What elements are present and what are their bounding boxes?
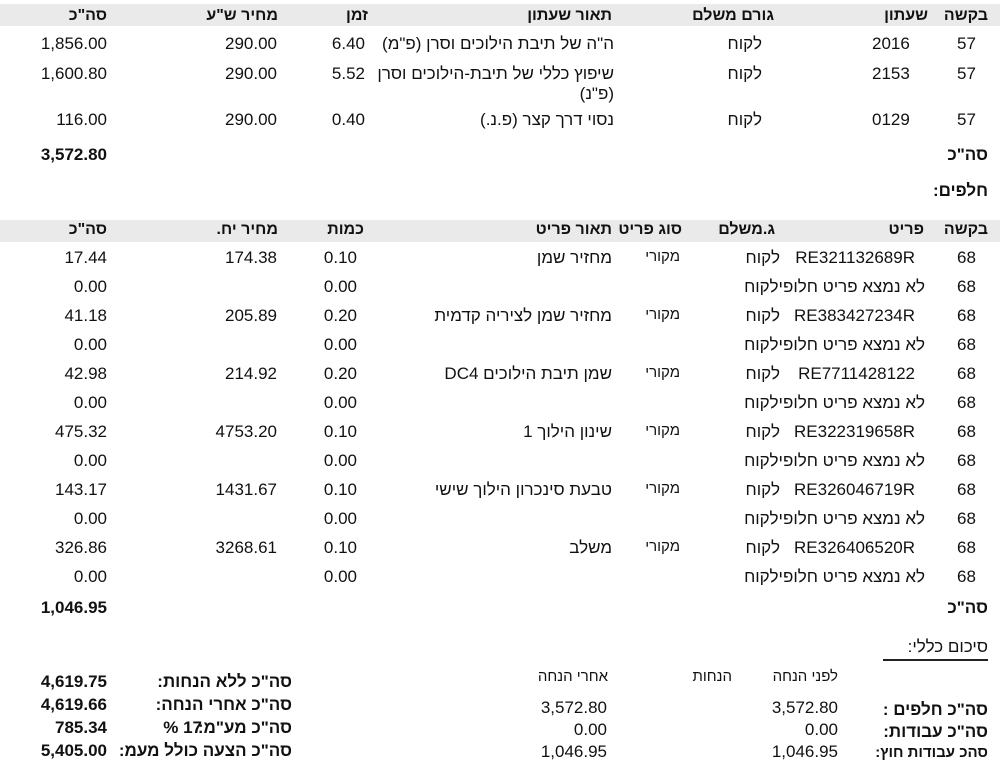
labor-desc: ה"ה של תיבת הילוכים וסרן (פ"מ): [382, 34, 614, 53]
parts-payer: לקוח: [745, 480, 780, 499]
parts-request: 68: [957, 480, 976, 499]
labor-price: 290.00: [225, 34, 277, 53]
parts-part: RE383427234R: [794, 306, 915, 325]
parts-header-unit-price: מחיר יח.: [216, 221, 278, 238]
labor-timesheet: 2016: [872, 34, 910, 53]
parts-request: 68: [957, 538, 976, 557]
labor-timesheet: 2153: [872, 64, 910, 83]
parts-qty: 0.10: [323, 538, 357, 557]
parts-header-part: פריט: [888, 221, 924, 238]
labor-request: 57: [957, 34, 976, 53]
parts-qty: 0.20: [323, 364, 357, 383]
parts-request: 68: [957, 422, 976, 441]
parts-unit-price: 205.89: [225, 306, 277, 325]
labor-price: 290.00: [225, 64, 277, 83]
parts-part: RE322319658R: [794, 422, 915, 441]
parts-payer: לקוח: [745, 248, 780, 267]
parts-payer: לקוח: [745, 538, 780, 557]
parts-type: מקורי: [645, 422, 680, 439]
parts-type: מקורי: [645, 480, 680, 497]
summary-after: 3,572.80: [540, 698, 607, 717]
parts-note: לא נמצא פריט חלופילקוח: [744, 451, 925, 470]
parts-total: 143.17: [55, 480, 107, 499]
parts-total: 0.00: [73, 277, 107, 296]
labor-desc-cont: (פ"נ): [579, 84, 614, 103]
parts-request: 68: [957, 567, 976, 586]
parts-total: 42.98: [64, 364, 107, 383]
labor-desc: שיפוץ כללי של תיבת-הילוכים וסרן: [377, 64, 614, 83]
parts-desc: מחזיר שמן לציריה קדמית: [434, 306, 612, 325]
grand-label: סה"כ אחרי הנחה:: [155, 695, 292, 714]
labor-desc: נסוי דרך קצר (פ.נ.): [480, 110, 614, 129]
parts-request: 68: [957, 509, 976, 528]
grand-value: 785.34: [55, 718, 107, 737]
parts-note: לא נמצא פריט חלופילקוח: [744, 393, 925, 412]
grand-label: סה"כ מע"מ:: [197, 718, 292, 737]
parts-total: 475.32: [55, 422, 107, 441]
parts-qty: 0.10: [323, 480, 357, 499]
labor-request: 57: [957, 64, 976, 83]
parts-total: 0.00: [73, 509, 107, 528]
parts-part: RE326406520R: [794, 538, 915, 557]
labor-timesheet: 0129: [872, 110, 910, 129]
summary-before: 0.00: [804, 720, 838, 739]
summary-before: 3,572.80: [771, 698, 838, 717]
parts-unit-price: 4753.20: [215, 422, 277, 441]
parts-note: לא נמצא פריט חלופילקוח: [744, 277, 925, 296]
parts-request: 68: [957, 451, 976, 470]
parts-qty: 0.10: [323, 248, 357, 267]
labor-header-timesheet: שעתון: [884, 7, 928, 24]
parts-qty: 0.00: [323, 567, 357, 586]
labor-total-label: סה"כ: [947, 145, 988, 164]
vat-percent: 17 %: [163, 718, 202, 737]
parts-total: 326.86: [55, 538, 107, 557]
parts-qty: 0.00: [323, 277, 357, 296]
parts-type: מקורי: [645, 306, 680, 323]
labor-header-price: מחיר ש"ע: [206, 7, 278, 24]
summary-label: סה"כ עבודות:: [883, 722, 988, 741]
parts-note: לא נמצא פריט חלופילקוח: [744, 509, 925, 528]
parts-total: 17.44: [64, 248, 107, 267]
parts-note: לא נמצא פריט חלופילקוח: [744, 335, 925, 354]
header-shade: [0, 4, 1000, 26]
grand-value: 5,405.00: [40, 741, 107, 760]
parts-desc: מחזיר שמן: [536, 248, 612, 267]
parts-payer: לקוח: [745, 364, 780, 383]
parts-desc: שינון הילוך 1: [523, 422, 612, 441]
labor-header-request: בקשה: [943, 7, 988, 24]
parts-request: 68: [957, 364, 976, 383]
parts-total-value: 1,046.95: [40, 598, 107, 617]
parts-type: מקורי: [645, 538, 680, 555]
parts-unit-price: 174.38: [225, 248, 277, 267]
grand-value: 4,619.66: [40, 695, 107, 714]
labor-total-value: 3,572.80: [40, 145, 107, 164]
parts-total: 0.00: [73, 335, 107, 354]
summary-title-underline: [883, 659, 988, 661]
parts-qty: 0.00: [323, 509, 357, 528]
labor-payer: לקוח: [727, 34, 762, 53]
labor-total: 1,600.80: [40, 64, 107, 83]
parts-header-desc: תאור פריט: [535, 221, 612, 238]
parts-note: לא נמצא פריט חלופילקוח: [744, 567, 925, 586]
labor-time: 6.40: [331, 34, 365, 53]
parts-total-label: סה"כ: [947, 598, 988, 617]
parts-request: 68: [957, 335, 976, 354]
summary-label: סהכ עבודות חוץ:: [875, 744, 988, 761]
parts-desc: משלב: [569, 538, 612, 557]
labor-price: 290.00: [225, 110, 277, 129]
parts-total: 0.00: [73, 567, 107, 586]
parts-request: 68: [957, 277, 976, 296]
labor-header-desc: תאור שעתון: [527, 7, 612, 24]
parts-desc: שמן תיבת הילוכים DC4: [444, 364, 612, 383]
summary-after: 0.00: [573, 720, 607, 739]
summary-title: סיכום כללי:: [907, 637, 988, 656]
parts-qty: 0.00: [323, 335, 357, 354]
parts-total: 41.18: [64, 306, 107, 325]
grand-value: 4,619.75: [40, 672, 107, 691]
labor-request: 57: [957, 110, 976, 129]
parts-request: 68: [957, 393, 976, 412]
parts-unit-price: 3268.61: [215, 538, 277, 557]
parts-header-payer: ג.משלם: [718, 221, 775, 238]
summary-after: 1,046.95: [540, 742, 607, 761]
labor-total: 116.00: [56, 110, 107, 129]
parts-header-request: בקשה: [943, 221, 988, 238]
parts-qty: 0.10: [323, 422, 357, 441]
parts-desc: טבעת סינכרון הילוך שישי: [434, 480, 612, 499]
parts-section-title: חלפים:: [932, 181, 988, 200]
parts-payer: לקוח: [745, 306, 780, 325]
summary-col-before: לפני הנחה: [772, 668, 838, 685]
summary-before: 1,046.95: [771, 742, 838, 761]
labor-time: 0.40: [331, 110, 365, 129]
parts-type: מקורי: [645, 248, 680, 265]
parts-header-shade: [0, 220, 1000, 242]
parts-request: 68: [957, 248, 976, 267]
grand-label: סה"כ הצעה כולל מעמ:: [118, 741, 292, 760]
parts-type: מקורי: [645, 364, 680, 381]
labor-header-total: סה"כ: [68, 7, 107, 24]
parts-request: 68: [957, 306, 976, 325]
summary-label: סה"כ חלפים :: [882, 700, 988, 719]
parts-qty: 0.00: [323, 451, 357, 470]
labor-time: 5.52: [331, 64, 365, 83]
parts-part: RE7711428122: [798, 364, 915, 383]
parts-qty: 0.20: [323, 306, 357, 325]
grand-label: סה"כ ללא הנחות:: [157, 672, 292, 691]
labor-header-payer: גורם משלם: [692, 7, 774, 24]
summary-col-after: אחרי הנחה: [537, 668, 608, 685]
parts-header-type: סוג פריט: [618, 221, 682, 238]
parts-total: 0.00: [73, 393, 107, 412]
parts-qty: 0.00: [323, 393, 357, 412]
labor-header-time: זמן: [346, 7, 368, 24]
parts-unit-price: 1431.67: [215, 480, 277, 499]
parts-part: RE321132689R: [795, 248, 915, 267]
parts-total: 0.00: [73, 451, 107, 470]
labor-payer: לקוח: [727, 110, 762, 129]
parts-payer: לקוח: [745, 422, 780, 441]
summary-col-discounts: הנחות: [692, 668, 732, 685]
labor-payer: לקוח: [727, 64, 762, 83]
parts-unit-price: 214.92: [225, 364, 277, 383]
labor-total: 1,856.00: [40, 34, 107, 53]
parts-header-qty: כמות: [327, 221, 364, 238]
parts-header-total: סה"כ: [68, 221, 107, 238]
parts-part: RE326046719R: [794, 480, 915, 499]
